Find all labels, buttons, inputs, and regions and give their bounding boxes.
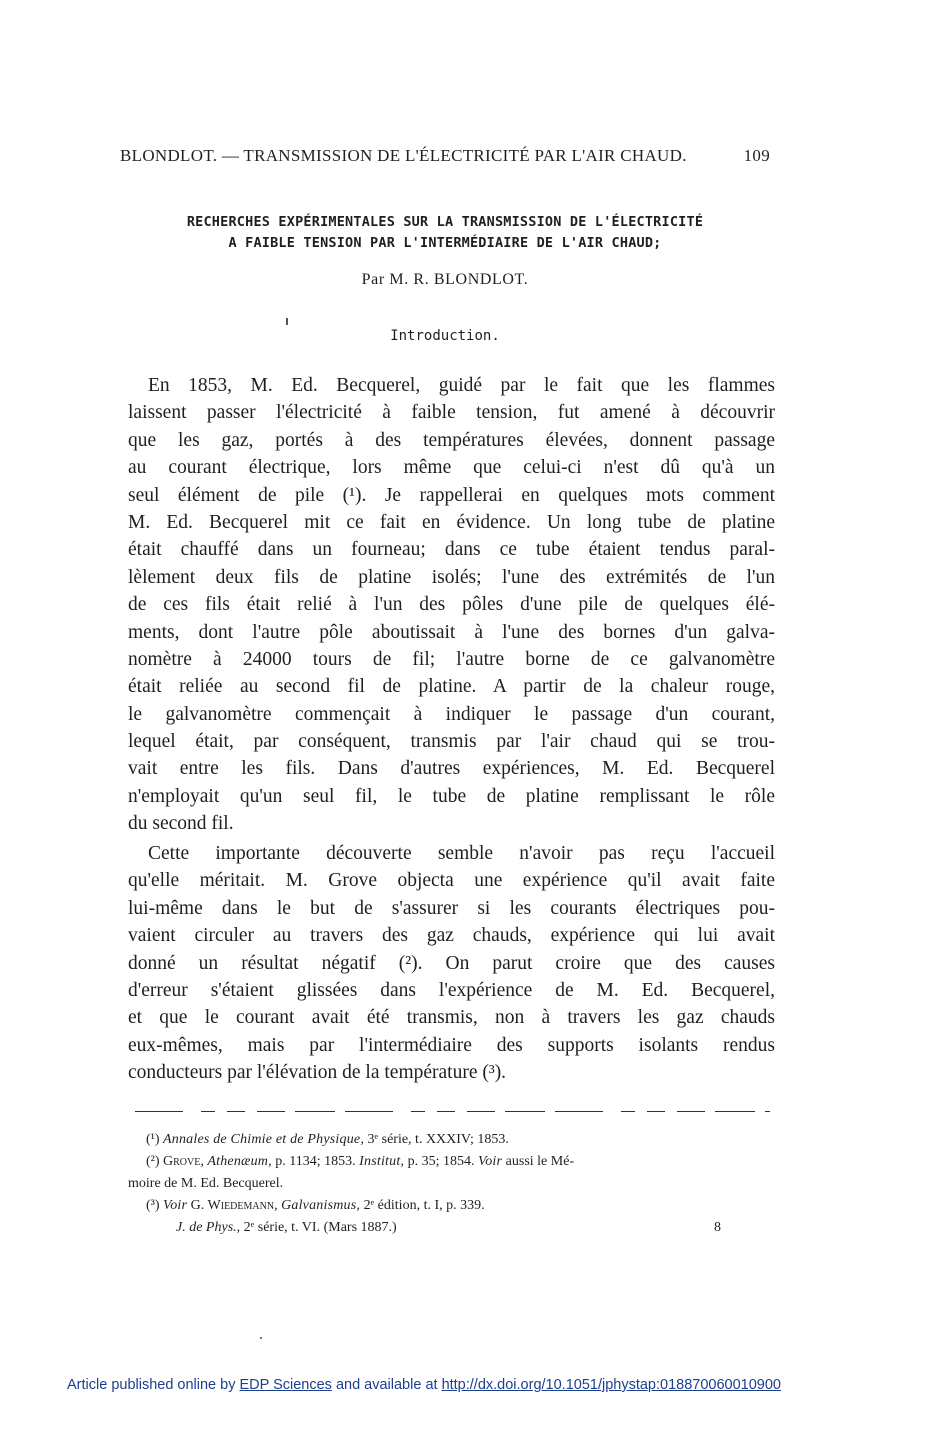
body-line: En 1853, M. Ed. Becquerel, guidé par le fait que les flammes — [148, 375, 775, 396]
body-line: du second fil. — [128, 813, 234, 835]
footnote-2-source-2: Institut, — [359, 1154, 405, 1169]
body-line: vaient circuler au travers des gaz chauds, expérience qui lui avait — [128, 925, 775, 947]
body-line: ments, dont l'autre pôle aboutissait à l'une des bornes d'un galva- — [128, 621, 775, 643]
footnote-2-details-2: p. 35; 1854. — [404, 1154, 475, 1169]
body-line: lèlement deux fils de platine isolés; l'une des extrémités de l'un — [128, 566, 775, 588]
author-line: Par M. R. BLONDLOT. — [361, 271, 529, 288]
running-head — [120, 146, 770, 166]
footnote-2-continuation: moire de M. Ed. Becquerel. — [128, 1176, 284, 1191]
footnote-separator — [135, 1111, 770, 1112]
body-line: au courant électrique, lors même que celui-ci n'est dû qu'à un — [128, 457, 775, 479]
body-line: lequel était, par conséquent, transmis par l'air chaud qui se trou- — [128, 731, 775, 753]
banner-prefix: Article published online by — [67, 1377, 236, 1393]
footnote-2-details: p. 1134; 1853. — [271, 1154, 356, 1169]
doi-link[interactable]: http://dx.doi.org/10.1051/jphystap:018870060010900 — [441, 1377, 781, 1393]
body-line: eux-mêmes, mais par l'intermédiaire des supports isolants rendus — [128, 1034, 775, 1056]
footnote-2-voir: Voir — [478, 1154, 503, 1169]
footnote-1-source: Annales de Chimie et de Physique, — [163, 1132, 365, 1147]
footnote-1-number: (¹) — [146, 1132, 160, 1147]
print-speck — [286, 318, 288, 325]
footnote-1-details: 3ᵉ série, t. XXXIV; 1853. — [364, 1132, 509, 1147]
paragraph-2 — [128, 840, 775, 1087]
article-title-line-1: RECHERCHES EXPÉRIMENTALES SUR LA TRANSMISSION DE L'ÉLECTRICITÉ — [186, 214, 704, 230]
publisher-link[interactable]: EDP Sciences — [239, 1377, 332, 1393]
body-line: donné un résultat négatif (²). On parut croire que des causes — [128, 952, 775, 974]
print-speck — [260, 1337, 262, 1339]
paragraph-1 — [128, 372, 775, 838]
footnote-3-details: 2ᵉ édition, t. I, p. 339. — [360, 1198, 485, 1213]
body-line: Cette importante découverte semble n'avoir pas reçu l'accueil — [148, 843, 775, 864]
body-line: vait entre les fils. Dans d'autres expériences, M. Ed. Becquerel — [128, 758, 775, 780]
sheet-number: 8 — [714, 1220, 721, 1235]
body-line: le galvanomètre commençait à indiquer le passage d'un courant, — [128, 703, 775, 725]
body-line: qu'elle méritait. M. Grove objecta une expérience qu'il avait faite — [128, 870, 775, 892]
page-number: 109 — [743, 146, 770, 165]
banner-middle: and available at — [335, 1377, 438, 1393]
journal-details: 2ᵉ série, t. VI. (Mars 1887.) — [240, 1220, 397, 1235]
body-line: lui-même dans le but de s'assurer si les courants électriques pou- — [128, 897, 775, 919]
footnote-2-source: Athenæum, — [207, 1154, 272, 1169]
body-line: conducteurs par l'élévation de la température (³). — [128, 1062, 507, 1084]
footnote-3 — [128, 1195, 780, 1217]
footnote-2-author: Grove, — [163, 1154, 204, 1169]
body-line: n'employait qu'un seul fil, le tube de platine remplissant le rôle — [128, 785, 775, 807]
body-line: laissent passer l'électricité à faible tension, fut amené à découvrir — [128, 402, 775, 424]
body-line: seul élément de pile (¹). Je rappellerai en quelques mots comment — [128, 484, 775, 506]
footnote-2-number: (²) — [146, 1154, 160, 1169]
running-head-title: BLONDLOT. — TRANSMISSION DE L'ÉLECTRICITÉ PAR L'AIR CHAUD. — [120, 146, 687, 165]
section-heading: Introduction. — [390, 328, 500, 344]
body-line: de ces fils était relié à l'un des pôles d'une pile de quelques élé- — [128, 594, 775, 616]
footnote-2 — [128, 1151, 780, 1173]
publication-banner — [67, 1377, 781, 1393]
footnote-1 — [128, 1129, 780, 1151]
body-line: était reliée au second fil de platine. A partir de la chaleur rouge, — [128, 676, 775, 698]
body-line: nomètre à 24000 tours de fil; l'autre borne de ce galvanomètre — [128, 648, 775, 670]
footnote-2-tail: aussi le Mé- — [502, 1154, 575, 1169]
body-line: était chauffé dans un fourneau; dans ce tube étaient tendus paral- — [128, 539, 775, 561]
journal-signature-line — [176, 1220, 721, 1236]
article-title — [115, 212, 775, 254]
article-title-line-2: A FAIBLE TENSION PAR L'INTERMÉDIAIRE DE L'AIR CHAUD; — [228, 235, 662, 251]
footnotes — [128, 1129, 780, 1217]
body-line: et que le courant avait été transmis, non à travers les gaz chauds — [128, 1007, 775, 1029]
footnote-3-source: Galvanismus, — [281, 1198, 361, 1213]
body-line: d'erreur s'étaient glissées dans l'expérience de M. Ed. Becquerel, — [128, 979, 775, 1001]
footnote-3-number: (³) — [146, 1198, 160, 1213]
journal-name: J. de Phys., — [176, 1220, 241, 1235]
body-line: M. Ed. Becquerel mit ce fait en évidence. Un long tube de platine — [128, 511, 775, 533]
body-line: que les gaz, portés à des températures élevées, donnent passage — [128, 429, 775, 451]
footnote-3-voir: Voir — [163, 1198, 188, 1213]
footnote-3-author: G. Wiedemann, — [187, 1198, 278, 1213]
